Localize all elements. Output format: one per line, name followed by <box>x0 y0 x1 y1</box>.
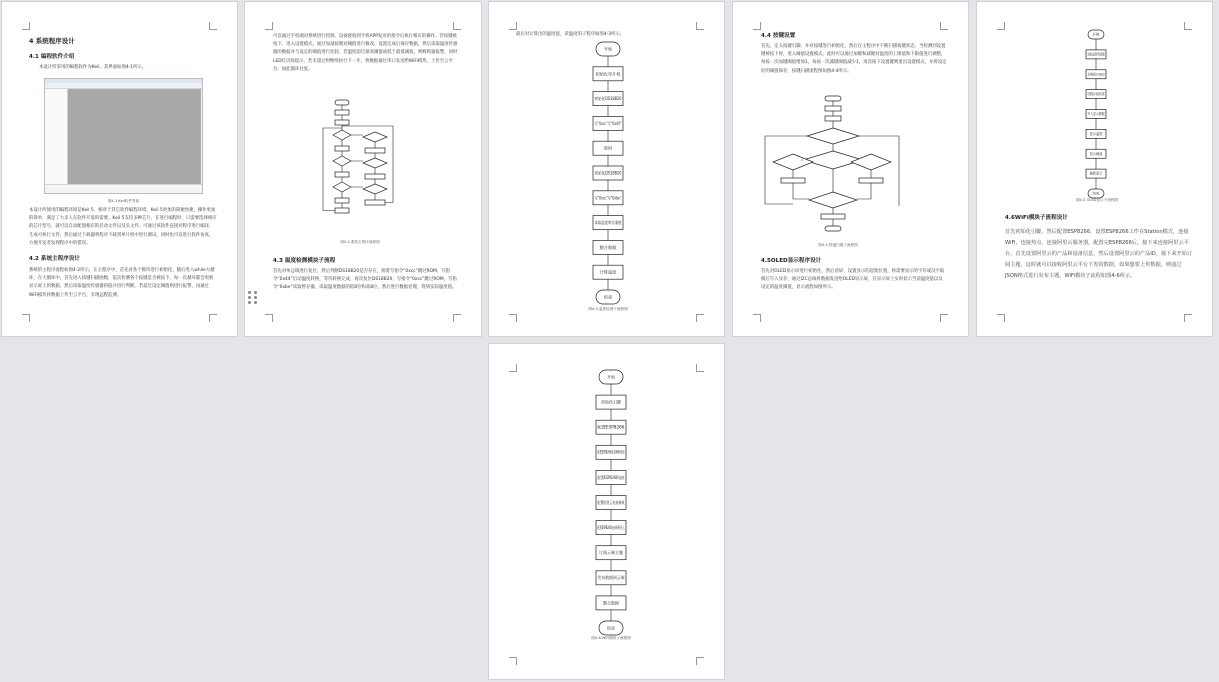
flow-node <box>825 96 841 101</box>
crop-mark <box>753 22 761 30</box>
crop-mark <box>1184 22 1192 30</box>
crop-mark <box>997 22 1005 30</box>
crop-mark <box>509 364 517 372</box>
paragraph-keil: 本设计所使用的编程环境是Keil 5，相对于其它软件编程环境，Keil 5更加的简便快捷，操作更加的简单，满足了大多人在软件开发的需要。Keil 5支持多种芯片，在进行编程时，只需要选择相应的芯片型号，就可以自动配置相应的启动文件以及头文件。可通过该软件直接对程序进行编译，生成可执行文件，然后通过下载器将程序下载到单片机中进行调试，同时也可以进行软件仿真，方便开发者发现程序中的错误。 <box>29 208 217 246</box>
flow-step-label: 开始 <box>603 46 613 52</box>
heading-4-4: 4.4 按键设置 <box>761 33 796 39</box>
flow-step-label: 配置ESP8266连接 <box>597 474 632 480</box>
crop-mark <box>940 314 948 322</box>
crop-mark <box>696 22 704 30</box>
flow-step-label: 初始化单片机 <box>595 71 621 77</box>
flow-step-label: 整合数据 <box>599 244 617 250</box>
paragraph-intro: 本设计所采用的编程软件为Keil，其界面如图4-1所示。 <box>39 65 147 70</box>
crop-mark <box>696 364 704 372</box>
paragraph-main-program: 系统的主程序流程如图4-2所示，在主程序中，首先对各个模块进行初始化，随后进入while大循环，在大循环中，首先进入按键扫描函数，依次检测各个按键是否被按下，每一次循环都会更新显示屏上的数据，然后读取温度传感器的值并进行判断，若超过设定阈值则进行报警，再通过WiFi模块将数据上传至云平台，实现远程监测。 <box>29 268 215 298</box>
flow-step-label: 初始化引脚 <box>601 399 621 405</box>
flow-decision <box>809 192 857 208</box>
flow-node <box>335 100 349 105</box>
main-flowchart <box>315 96 405 236</box>
flow-step-label: 初始化DS18B20 <box>594 170 627 176</box>
flow-node <box>335 110 349 115</box>
flow-decision <box>363 158 387 168</box>
flow-node <box>335 120 349 125</box>
crop-mark <box>265 314 273 322</box>
paragraph-oled: 首先对OLED显示屏进行初始化，然后清屏，设置显示的起始位置，将需要显示的字符或汉字取模后写入显存，通过I2C总线将数据发送给OLED显示屏，在显示屏上实时显示当前温度值以及设定的温度阈值，显示流程如图所示。 <box>761 269 945 291</box>
flow-step-label: 读取温度寄存器值 <box>594 220 629 226</box>
wifi-flowchart <box>593 370 648 635</box>
heading-4-3: 4.3 温度检测模块子流程 <box>273 258 336 264</box>
flow-step-label: 结束 <box>603 294 613 300</box>
flow-step-label: 配置ESP8266连接到阿里云 <box>597 525 648 530</box>
flow-decision <box>333 156 351 166</box>
heading-4-5: 4.5OLED显示程序设计 <box>761 258 822 264</box>
flow-node <box>365 200 385 205</box>
crop-mark <box>696 314 704 322</box>
figure-caption: 图4-5 OLED显示子流程图 <box>1075 198 1119 202</box>
flow-node <box>825 226 841 231</box>
flow-node <box>821 214 845 219</box>
flow-step-label: 初始化DS18B20 <box>594 96 627 102</box>
flow-node <box>781 178 805 183</box>
flow-step-label: 结束 <box>1092 191 1100 196</box>
page-5[interactable] <box>976 1 1213 337</box>
ide-output-panel <box>45 184 202 193</box>
flow-step-label: 开始 <box>1092 32 1100 37</box>
flow-step-label: 延时 <box>603 145 613 151</box>
crop-mark <box>997 314 1005 322</box>
flow-node <box>859 178 883 183</box>
flow-step-label: 写“0xcc”写“0x44” <box>594 120 632 126</box>
flow-decision <box>803 151 863 169</box>
crop-mark <box>22 314 30 322</box>
crop-mark <box>265 22 273 30</box>
flow-step-label: 整合数据 <box>603 600 619 606</box>
flow-node <box>365 174 385 179</box>
figure-caption: 图4-6 WiFi模块子流程图 <box>591 636 631 640</box>
flow-decision <box>333 182 351 192</box>
flow-step-label: 刷新显示 <box>1089 171 1103 176</box>
figure-caption: 图4-2 系统主程序流程图 <box>340 240 380 244</box>
page-2[interactable] <box>244 1 482 337</box>
paragraph-temp-module: 首先对单总线进行复位，然后判断DS18B20是否存在，接着写指令“0xcc”跳过ROM，写指令“0x44”启动温度转换，等待转换完成，再次复位DS18B20，写指令“0xcc”跳过ROM，写指令“0xbe”读取暂存器，读取温度数据的低8位和高8位，然后进行数据处理，得到实际温度值。 <box>273 269 457 291</box>
flow-step-label: 配置ESP8266连接WiFi网络 <box>597 449 648 455</box>
flow-step-label: 计算温度 <box>599 269 617 275</box>
crop-mark <box>453 22 461 30</box>
flow-node <box>365 148 385 153</box>
flow-step-label: 写“0xcc”写“0xbe” <box>594 195 632 201</box>
flow-step-label: 订阅云端主题 <box>599 550 623 556</box>
heading-4-1: 4.1 编程软件介绍 <box>29 54 75 60</box>
flow-step-label: 配置阿里云连接参数 <box>597 499 634 505</box>
crop-mark <box>509 657 517 665</box>
flow-node <box>825 106 841 111</box>
flow-decision <box>333 130 351 140</box>
page-3[interactable] <box>488 1 725 337</box>
flow-node <box>335 208 349 213</box>
heading-4-2: 4.2 系统主程序设计 <box>29 256 81 262</box>
flow-node <box>335 198 349 203</box>
crop-mark <box>509 22 517 30</box>
ide-project-panel <box>45 89 68 185</box>
flow-step-label: 初始化OLED <box>1087 72 1106 77</box>
page-4[interactable] <box>732 1 969 337</box>
paragraph-keys: 首先，定义按键引脚，并对按键进行初始化，然后在主程序中不断扫描按键状态，当检测到设置键被按下时，进入阈值设置模式，此时可以通过加键和减键对温度的上限值和下限值进行调整，每按一次加键阈值增加1，每按一次减键阈值减少1，再次按下设置键则退出设置模式，并将设定好的阈值保存，按键扫描流程图如图4-4所示。 <box>761 44 947 74</box>
paragraph-top: 最后对计算出的温度值，读温度的子程序如图4-3所示。 <box>516 32 625 37</box>
flow-step-label: 设置显示起始位置 <box>1087 92 1113 97</box>
figure-caption: 图4-3 温度检测子流程图 <box>588 307 628 311</box>
crop-mark <box>209 22 217 30</box>
flow-step-label: 结束 <box>607 625 615 631</box>
flow-decision <box>807 128 859 144</box>
figure-caption: 图4-1 Keil软件界面 <box>107 199 140 203</box>
flow-decision <box>773 154 813 170</box>
crop-mark <box>22 22 30 30</box>
flow-step-label: 显示温度 <box>1089 131 1103 136</box>
key-scan-flowchart <box>763 94 903 242</box>
crop-mark <box>940 22 948 30</box>
crop-mark <box>1184 314 1192 322</box>
crop-mark <box>753 314 761 322</box>
crop-mark <box>696 657 704 665</box>
temperature-flowchart <box>582 42 634 304</box>
flow-step-label: 读取温度传感器 <box>1087 52 1110 57</box>
page-1[interactable] <box>1 1 238 337</box>
heading-chapter-4: 4 系统程序设计 <box>29 37 75 45</box>
drag-handle-icon[interactable] <box>248 291 260 303</box>
figure-caption: 图4-4 按键扫描子流程图 <box>818 243 858 247</box>
flow-step-label: 写入显示数据 <box>1087 112 1107 117</box>
flow-step-label: 配置ESP8266 <box>597 424 624 430</box>
flow-step-label: 显示阈值 <box>1089 151 1103 156</box>
crop-mark <box>509 314 517 322</box>
flow-decision <box>851 154 891 170</box>
flow-node <box>335 146 349 151</box>
flow-decision <box>363 184 387 194</box>
paragraph-main-continued: 可以通过手机端对系统进行控制，设备接收到手机APP发送的指令后执行相应的操作。若按键被按下，进入设置模式，通过加减按键对阈值进行修改，设置完成后保存数据。然后读取温度传感器的数据并与设定的阈值进行比较，若温度超过最高阈值或低于最低阈值，则蜂鸣器报警，同时LED灯闪烁提示，若未超过则继续执行下一步，将数据通过串口发送给WiFi模块，上传至云平台，如此循环往复。 <box>273 34 458 72</box>
ide-editor-area <box>68 89 201 185</box>
heading-4-6: 4.6WiFi模块子流程设计 <box>1005 215 1068 221</box>
page-6[interactable] <box>488 343 725 680</box>
paragraph-wifi: 首先初始化引脚，然后配置ESP8266，设置ESP8266工作在Station模式，连接WiFi，连接热点，连接阿里云服务器，配置完ESP8266后，接下来连接阿里云平台，首先设置阿里云的产品和设备信息，然后设置阿里云的产品ID，接下来开始订阅主题，这时就可以接收阿里云平台下发的数据，如果想要上传数据，则通过JSON格式进行发布主题，WiFi模块子流程如图4-6所示。 <box>1005 229 1193 279</box>
flow-step-label: 发布数据到云端 <box>597 575 626 581</box>
flow-node <box>825 116 841 121</box>
crop-mark <box>209 314 217 322</box>
oled-flowchart <box>1084 30 1113 198</box>
flow-step-label: 开始 <box>607 374 615 380</box>
flow-decision <box>363 132 387 142</box>
keil-screenshot <box>44 78 203 194</box>
flow-node <box>335 172 349 177</box>
crop-mark <box>453 314 461 322</box>
